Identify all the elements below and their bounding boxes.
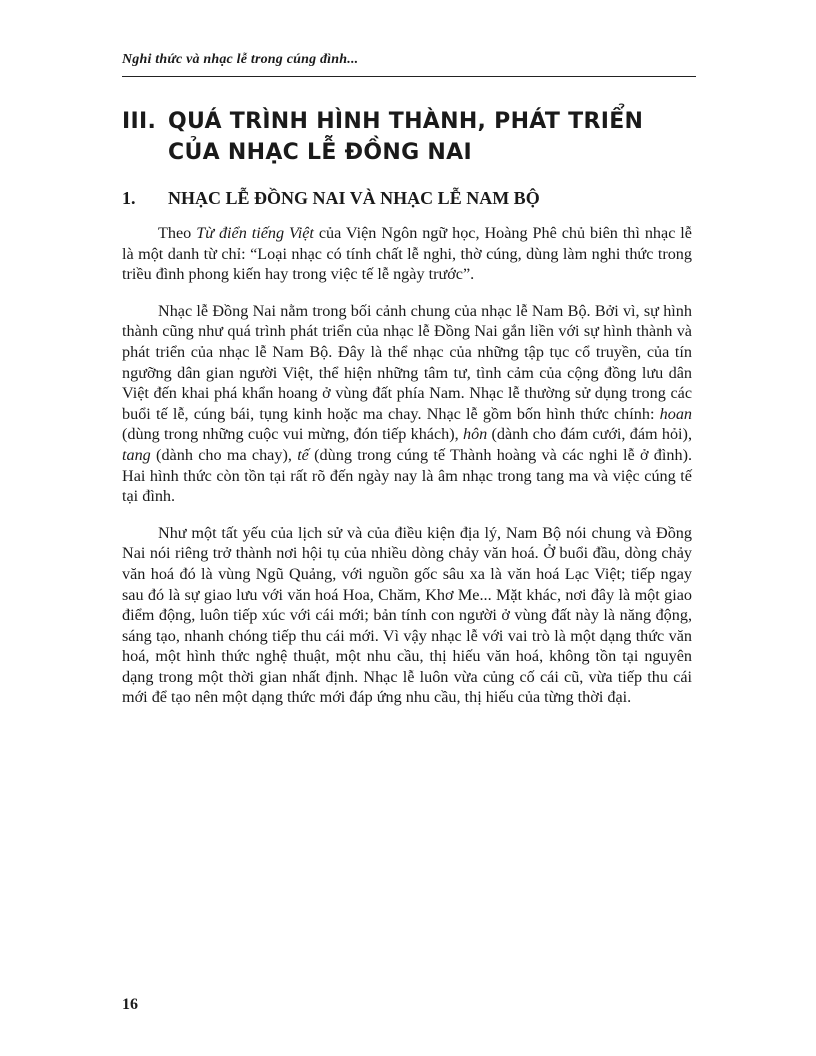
p2-text-d: (dành cho ma chay), <box>150 445 298 464</box>
section-number: III. <box>122 109 157 134</box>
paragraph-1 <box>122 223 692 285</box>
p2-text-b: (dùng trong những cuộc vui mừng, đón tiếp khách), <box>122 425 463 444</box>
term-hoan: hoan <box>659 404 692 423</box>
p2-text-c: (dành cho đám cưới, đám hỏi), <box>487 425 692 444</box>
running-header: Nghi thức và nhạc lễ trong cúng đình... <box>122 52 359 67</box>
paragraph-2 <box>122 301 692 507</box>
paragraph-3: Như một tất yếu của lịch sử và của điều kiện địa lý, Nam Bộ nói chung và Đồng Nai nói riêng trở thành nơi hội tụ của nhiều dòng chảy văn hoá. Ở buổi đầu, dòng chảy văn hoá đó là vùng Ngũ Quảng, với nguồn gốc sâu xa là văn hoá Lạc Việt; tiếp ngay sau đó là sự giao lưu với văn hoá Hoa, Chăm, Khơ Me... Mặt khác, nơi đây là một giao điểm động, luôn tiếp xúc với cái mới; bản tính con người ở vùng đất này là năng động, sáng tạo, nhanh chóng tiếp thu cái mới. Vì vậy nhạc lễ với vai trò là một dạng thức văn hoá, một hình thức nghệ thuật, một nhu cầu, thị hiếu văn hoá, không tồn tại nguyên dạng trong một thời gian nhất định. Nhạc lễ luôn vừa củng cố cái cũ, vừa tiếp thu cái mới để tạo nên một dạng thức mới đáp ứng nhu cầu, thị hiếu của từng thời đại. <box>122 523 692 707</box>
term-tang: tang <box>122 445 151 464</box>
page-number: 16 <box>122 996 138 1013</box>
p2-text-e: (dùng trong cúng tế Thành hoàng và các nghi lễ ở đình). Hai hình thức còn tồn tại rất rõ đến ngày nay là âm nhạc trong tang ma và việc cúng tế tại đình. <box>122 445 693 506</box>
term-te: tế <box>297 445 309 464</box>
section-title: QUÁ TRÌNH HÌNH THÀNH, PHÁT TRIỂN CỦA NHẠC LỄ ĐỒNG NAI <box>168 109 644 165</box>
p1-text-c: của Viện Ngôn ngữ học, Hoàng Phê chủ biên thì nhạc lễ là một danh từ chỉ: “Loại nhạc có tính chất lễ nghi, thờ cúng, dùng làm nghi thức trong triều đình phong kiến hay trong việc tế lễ ngày trước”. <box>122 224 692 284</box>
dictionary-title: Từ điển tiếng Việt <box>196 224 314 242</box>
body-text <box>122 223 692 724</box>
subsection-number: 1. <box>122 188 136 208</box>
p1-text-a: Theo <box>158 224 197 242</box>
header-rule <box>122 76 696 77</box>
p2-text-a: Nhạc lễ Đồng Nai nằm trong bối cảnh chung của nhạc lễ Nam Bộ. Bởi vì, sự hình thành cũng như quá trình phát triển của nhạc lễ Đồng Nai gắn liền với sự hình thành và phát triển của nhạc lễ Nam Bộ. Đây là thể nhạc của những tập tục cổ truyền, của tín ngưỡng dân gian người Việt, thể hiện những tâm tư, tình cảm của cộng đồng lưu dân Việt đến khai phá khẩn hoang ở vùng đất phía Nam. Nhạc lễ thường sử dụng trong các buổi tế lễ, cúng bái, tụng kinh hoặc ma chay. Nhạc lễ gồm bốn hình thức chính: <box>122 301 692 423</box>
subsection-title: NHẠC LỄ ĐỒNG NAI VÀ NHẠC LỄ NAM BỘ <box>168 188 540 208</box>
term-hon: hôn <box>462 425 488 444</box>
